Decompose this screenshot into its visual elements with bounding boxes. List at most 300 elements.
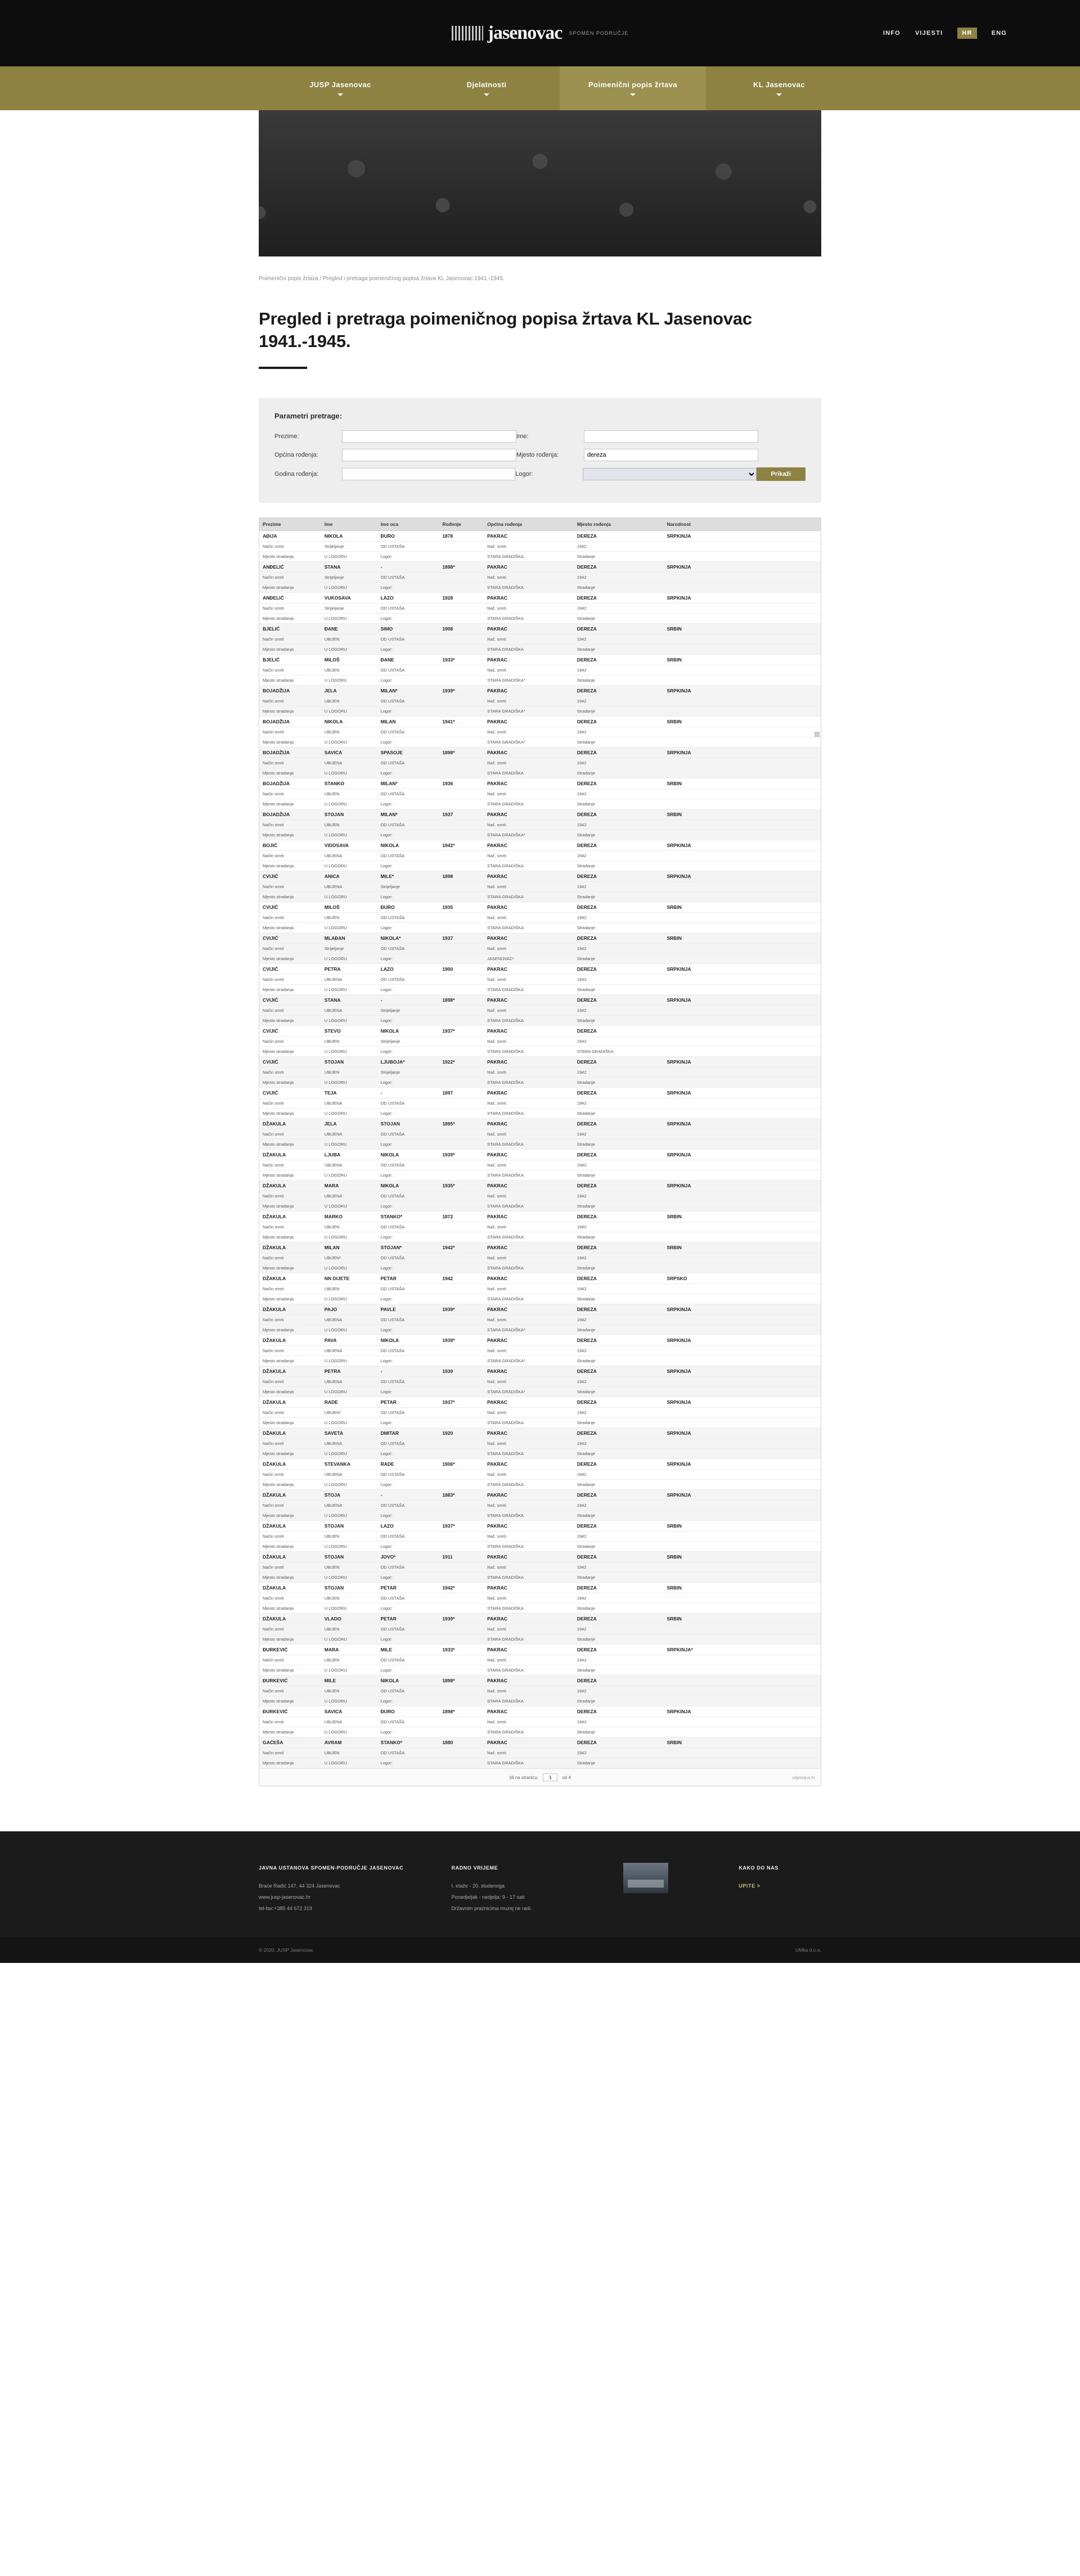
detail-cell: Logor: <box>377 1078 439 1088</box>
detail-cell: STARA GRADIŠKA* <box>484 706 574 717</box>
detail-cell <box>439 1253 484 1263</box>
cell-narodnost: SRBIN <box>664 717 742 727</box>
detail-cell: Stradanje <box>574 675 664 686</box>
detail-cell: Mjesto stradanja <box>259 892 321 902</box>
detail-cell: U LOGORU <box>321 1480 377 1490</box>
detail-cell <box>439 1006 484 1016</box>
table-row[interactable] <box>259 531 821 542</box>
nav-poimenicni-popis[interactable] <box>560 66 706 110</box>
table-credit: sdjeteljna.hr <box>792 1775 815 1780</box>
scrollbar-thumb[interactable] <box>814 732 820 737</box>
detail-cell <box>439 1449 484 1459</box>
detail-cell <box>439 604 484 614</box>
detail-cell <box>439 573 484 583</box>
detail-cell <box>664 1377 742 1387</box>
detail-cell <box>742 820 821 830</box>
detail-cell <box>664 1356 742 1366</box>
detail-cell: OD USTAŠA <box>377 1717 439 1727</box>
detail-cell: U LOGORU <box>321 1758 377 1768</box>
table-row-detail-nacin <box>259 1129 821 1140</box>
detail-cell: OD USTAŠA <box>377 1624 439 1634</box>
cell-rodenje: 1883* <box>439 1490 484 1501</box>
cell-rodenje: 1942* <box>439 840 484 851</box>
detail-cell <box>439 1480 484 1490</box>
detail-cell <box>664 1758 742 1768</box>
detail-cell: Mjesto stradanja <box>259 830 321 840</box>
detail-cell <box>742 1232 821 1242</box>
cell-opcina: PAKRAC <box>484 593 574 604</box>
detail-cell: OD USTAŠA <box>377 1284 439 1294</box>
detail-cell: Način smrti <box>259 1315 321 1325</box>
detail-cell: 1942 <box>574 1253 664 1263</box>
detail-cell: UBIJEN <box>321 1037 377 1047</box>
table-row-detail-mjesto <box>259 645 821 655</box>
detail-cell: Nač. smrti <box>484 758 574 768</box>
cell-mjesto: DEREZA <box>574 1397 664 1408</box>
detail-cell <box>742 1098 821 1109</box>
detail-cell <box>664 1387 742 1397</box>
table-row[interactable] <box>259 1428 821 1439</box>
table-row[interactable] <box>259 747 821 758</box>
cell-spacer <box>742 1304 821 1315</box>
detail-cell <box>742 1016 821 1026</box>
detail-cell: Strijeljanje <box>321 542 377 552</box>
cell-opcina: PAKRAC <box>484 809 574 820</box>
detail-cell: U LOGORU <box>321 645 377 655</box>
th-ime[interactable]: Ime <box>321 518 377 531</box>
page-number-input[interactable] <box>543 1773 557 1781</box>
cell-spacer <box>742 933 821 944</box>
cell-ime-oca: ĐURO <box>377 1706 439 1717</box>
detail-cell: Nač. smrti <box>484 1377 574 1387</box>
footer-website[interactable]: www.jusp-jasenovac.hr <box>259 1894 311 1901</box>
cell-spacer <box>742 531 821 542</box>
footer-contact-heading: JAVNA USTANOVA SPOMEN-PODRUČJE JASENOVAC <box>259 1865 404 1871</box>
cell-mjesto: DEREZA <box>574 1614 664 1624</box>
detail-cell: U LOGORU <box>321 892 377 902</box>
prikazi-button[interactable]: Prikaži <box>757 467 806 481</box>
detail-cell: U LOGORU <box>321 1047 377 1057</box>
ime-input[interactable] <box>584 430 758 443</box>
detail-cell: 1942 <box>574 1284 664 1294</box>
detail-cell: Strijeljanje <box>321 944 377 954</box>
detail-cell: Logor: <box>377 1016 439 1026</box>
detail-cell <box>439 665 484 675</box>
cell-rodenje: 1933* <box>439 1645 484 1655</box>
cell-narodnost: SRBIN <box>664 1521 742 1532</box>
table-row[interactable] <box>259 562 821 573</box>
main-navigation <box>0 66 1080 110</box>
cell-prezime: BOJADŽIJA <box>259 686 321 696</box>
detail-cell: 1942 <box>574 882 664 892</box>
detail-cell: Način smrti <box>259 1284 321 1294</box>
table-row[interactable] <box>259 1026 821 1037</box>
cell-ime-oca: SIMO <box>377 624 439 634</box>
detail-cell <box>742 1562 821 1573</box>
cell-opcina: PAKRAC <box>484 1706 574 1717</box>
detail-cell: 1942 <box>574 820 664 830</box>
cell-rodenje: 1933* <box>439 655 484 665</box>
cell-narodnost: SRPKINJA* <box>664 1645 742 1655</box>
cell-spacer <box>742 1459 821 1470</box>
detail-cell: 1942 <box>574 1346 664 1356</box>
detail-cell: 1942 <box>574 1160 664 1170</box>
detail-cell <box>664 1222 742 1232</box>
table-row-detail-mjesto <box>259 552 821 562</box>
detail-cell <box>439 820 484 830</box>
nav-info[interactable]: INFO <box>883 30 901 37</box>
table-row[interactable] <box>259 1706 821 1717</box>
detail-cell: UBIJEN <box>321 1748 377 1758</box>
table-row[interactable] <box>259 964 821 975</box>
table-row[interactable] <box>259 1552 821 1562</box>
footer-thumbnail-image <box>623 1863 668 1893</box>
table-row[interactable] <box>259 1181 821 1191</box>
detail-cell: Mjesto stradanja <box>259 1387 321 1397</box>
detail-cell <box>664 975 742 985</box>
th-mjesto-rodenja[interactable]: Mjesto rođenja <box>574 518 664 531</box>
cell-narodnost: SRPKINJA <box>664 1181 742 1191</box>
detail-cell: 1942 <box>574 727 664 737</box>
lang-hr[interactable]: HR <box>957 28 976 39</box>
table-row[interactable] <box>259 778 821 789</box>
detail-cell: Nač. smrti <box>484 913 574 923</box>
cell-rodenje: 1937* <box>439 1521 484 1532</box>
table-row[interactable] <box>259 840 821 851</box>
detail-cell <box>439 1655 484 1665</box>
cell-rodenje: 1872 <box>439 1212 484 1222</box>
cell-ime-oca: LAZO <box>377 964 439 975</box>
cell-ime-oca: MILE <box>377 1645 439 1655</box>
detail-cell <box>439 1696 484 1706</box>
upite-link[interactable]: UPITE > <box>739 1883 760 1889</box>
nav-kl-jasenovac[interactable] <box>706 66 852 110</box>
detail-cell <box>742 1604 821 1614</box>
detail-cell <box>664 1604 742 1614</box>
detail-cell <box>664 1562 742 1573</box>
detail-cell <box>664 1253 742 1263</box>
detail-cell: Logor: <box>377 1263 439 1273</box>
cell-prezime: CVIJIĆ <box>259 964 321 975</box>
detail-cell <box>742 1532 821 1542</box>
detail-cell: Mjesto stradanja <box>259 1511 321 1521</box>
cell-opcina: PAKRAC <box>484 1428 574 1439</box>
detail-cell: U LOGORU <box>321 1511 377 1521</box>
detail-cell <box>664 1294 742 1304</box>
detail-cell: UBIJEN <box>321 1284 377 1294</box>
detail-cell: Nač. smrti <box>484 1346 574 1356</box>
th-ime-oca[interactable]: Ime oca <box>377 518 439 531</box>
detail-cell <box>742 1593 821 1604</box>
detail-cell: Logor: <box>377 768 439 778</box>
th-rodenje[interactable]: Rođenje <box>439 518 484 531</box>
detail-cell <box>742 1748 821 1758</box>
detail-cell: Logor: <box>377 1542 439 1552</box>
cell-rodenje: 1939* <box>439 686 484 696</box>
detail-cell: OD USTAŠA <box>377 1315 439 1325</box>
detail-cell: OD USTAŠA <box>377 758 439 768</box>
detail-cell: Način smrti <box>259 573 321 583</box>
detail-cell <box>742 1418 821 1428</box>
cell-rodenje: 1895* <box>439 1119 484 1129</box>
table-row[interactable] <box>259 717 821 727</box>
cell-rodenje: 1906* <box>439 1459 484 1470</box>
cell-rodenje: 1920 <box>439 1428 484 1439</box>
nav-djelatnosti[interactable] <box>413 66 560 110</box>
prezime-input[interactable] <box>342 430 516 443</box>
cell-mjesto: DEREZA <box>574 871 664 882</box>
detail-cell <box>439 1160 484 1170</box>
cell-rodenje: 1922* <box>439 1057 484 1068</box>
table-row-detail-mjesto <box>259 1140 821 1150</box>
cell-rodenje: 1937* <box>439 1397 484 1408</box>
detail-cell: Način smrti <box>259 975 321 985</box>
field-opcina-rodenja <box>274 449 516 461</box>
footer-directions-heading: KAKO DO NAS <box>739 1865 778 1871</box>
table-row[interactable] <box>259 686 821 696</box>
detail-cell: STARA GRADIŠKA <box>484 1078 574 1088</box>
detail-cell <box>664 645 742 655</box>
detail-cell: UBIJEN <box>321 913 377 923</box>
cell-ime-oca: MILAN* <box>377 686 439 696</box>
detail-cell <box>742 1377 821 1387</box>
detail-cell: UBIJEN <box>321 696 377 706</box>
detail-cell <box>439 1408 484 1418</box>
copyright-text: © 2020. JUSP Jasenovac <box>259 1947 313 1953</box>
detail-cell: Nač. smrti <box>484 1098 574 1109</box>
detail-cell: U LOGORU <box>321 706 377 717</box>
cell-prezime: CVIJIĆ <box>259 1057 321 1068</box>
table-row[interactable] <box>259 1614 821 1624</box>
detail-cell: 1942 <box>574 1532 664 1542</box>
pagination-prefix: Idi na stranicu: <box>509 1775 539 1780</box>
detail-cell: 1942 <box>574 1068 664 1078</box>
table-row[interactable] <box>259 1242 821 1253</box>
detail-cell: U LOGORU <box>321 985 377 995</box>
mjesto-rodenja-input[interactable] <box>584 449 758 461</box>
cell-prezime: DŽAKULA <box>259 1335 321 1346</box>
table-row[interactable] <box>259 809 821 820</box>
detail-cell: Način smrti <box>259 1593 321 1604</box>
detail-cell: U LOGORU <box>321 552 377 562</box>
table-row[interactable] <box>259 1583 821 1593</box>
detail-cell: UBIJEN <box>321 1686 377 1696</box>
cell-ime-oca: RADE <box>377 1459 439 1470</box>
table-row-detail-mjesto <box>259 1696 821 1706</box>
detail-cell: U LOGORU <box>321 830 377 840</box>
detail-cell: Nač. smrti <box>484 1037 574 1047</box>
table-row-detail-mjesto <box>259 1480 821 1490</box>
detail-cell: STARA GRADIŠKA <box>484 799 574 809</box>
detail-cell <box>664 1470 742 1480</box>
detail-cell: OD USTAŠA <box>377 1253 439 1263</box>
detail-cell: Način smrti <box>259 758 321 768</box>
detail-cell: STARA GRADIŠKA <box>484 552 574 562</box>
detail-cell <box>439 851 484 861</box>
table-row[interactable] <box>259 1304 821 1315</box>
lang-eng[interactable]: ENG <box>991 30 1007 37</box>
cell-ime-oca: - <box>377 562 439 573</box>
table-row-detail-nacin <box>259 1315 821 1325</box>
nav-jusp-jasenovac[interactable] <box>267 66 413 110</box>
detail-cell: Stradanje <box>574 1634 664 1645</box>
detail-cell <box>742 1037 821 1047</box>
detail-cell: Način smrti <box>259 1717 321 1727</box>
detail-cell <box>664 944 742 954</box>
table-row[interactable] <box>259 1088 821 1098</box>
cell-spacer <box>742 995 821 1006</box>
cell-mjesto: DEREZA <box>574 1459 664 1470</box>
detail-cell <box>742 1201 821 1212</box>
detail-cell: OD USTAŠA <box>377 1501 439 1511</box>
cell-prezime: DŽAKULA <box>259 1212 321 1222</box>
site-logo[interactable] <box>452 22 629 44</box>
th-narodnost[interactable]: Narodnost <box>664 518 742 531</box>
detail-cell: OD USTAŠA <box>377 542 439 552</box>
table-row[interactable] <box>259 1737 821 1748</box>
cell-spacer <box>742 964 821 975</box>
table-row-detail-nacin <box>259 758 821 768</box>
table-row[interactable] <box>259 624 821 634</box>
detail-cell <box>664 1686 742 1696</box>
cell-narodnost: SRPKINJA <box>664 1119 742 1129</box>
detail-cell <box>742 727 821 737</box>
table-row[interactable] <box>259 1119 821 1129</box>
table-row-detail-nacin <box>259 820 821 830</box>
table-row[interactable] <box>259 1335 821 1346</box>
detail-cell <box>664 1532 742 1542</box>
th-opcina-rodenja[interactable]: Općina rođenja <box>484 518 574 531</box>
table-row-detail-nacin <box>259 944 821 954</box>
cell-opcina: PAKRAC <box>484 1242 574 1253</box>
detail-cell: UBIJEN <box>321 789 377 799</box>
table-row[interactable] <box>259 1645 821 1655</box>
table-row[interactable] <box>259 1521 821 1532</box>
detail-cell: OD USTAŠA <box>377 975 439 985</box>
table-row[interactable] <box>259 1459 821 1470</box>
detail-cell: STARA GRADIŠKA <box>484 892 574 902</box>
detail-cell: Stradanje <box>574 892 664 902</box>
detail-cell: Strijeljanje <box>321 573 377 583</box>
developer-credit[interactable]: UMka d.o.o. <box>795 1947 821 1953</box>
table-row-detail-nacin <box>259 882 821 892</box>
detail-cell <box>439 706 484 717</box>
cell-rodenje: 1908 <box>439 624 484 634</box>
detail-cell: Nač. smrti <box>484 1222 574 1232</box>
detail-cell: UBIJEN <box>321 1562 377 1573</box>
footer-col-contact <box>259 1863 429 1915</box>
table-row-detail-mjesto <box>259 1387 821 1397</box>
nav-vijesti[interactable]: VIJESTI <box>915 30 943 37</box>
detail-cell: Način smrti <box>259 604 321 614</box>
detail-cell: Nač. smrti <box>484 1408 574 1418</box>
opcina-rodenja-input[interactable] <box>342 449 516 461</box>
detail-cell: 1942 <box>574 789 664 799</box>
cell-ime-oca: - <box>377 1088 439 1098</box>
cell-opcina: PAKRAC <box>484 1026 574 1037</box>
detail-cell: OD USTAŠA <box>377 1346 439 1356</box>
detail-cell: Nač. smrti <box>484 696 574 706</box>
cell-mjesto: DEREZA <box>574 655 664 665</box>
cell-rodenje: 1897 <box>439 1088 484 1098</box>
table-row[interactable] <box>259 593 821 604</box>
table-row[interactable] <box>259 933 821 944</box>
table-row[interactable] <box>259 1397 821 1408</box>
table-row[interactable] <box>259 1273 821 1284</box>
detail-cell <box>439 913 484 923</box>
table-row-detail-nacin <box>259 665 821 675</box>
cell-narodnost: SRBIN <box>664 809 742 820</box>
cell-mjesto: DEREZA <box>574 747 664 758</box>
detail-cell: Stradanje <box>574 552 664 562</box>
cell-ime-oca: PETAR <box>377 1583 439 1593</box>
detail-cell: Način smrti <box>259 820 321 830</box>
cell-spacer <box>742 1521 821 1532</box>
table-row[interactable] <box>259 1366 821 1377</box>
detail-cell: 1942 <box>574 1748 664 1758</box>
cell-mjesto: DEREZA <box>574 1428 664 1439</box>
detail-cell: Stradanje <box>574 1665 664 1676</box>
cell-prezime: DŽAKULA <box>259 1304 321 1315</box>
cell-prezime: DŽAKULA <box>259 1397 321 1408</box>
detail-cell <box>439 696 484 706</box>
table-row[interactable] <box>259 1057 821 1068</box>
logor-select[interactable] <box>583 468 756 480</box>
cell-mjesto: DEREZA <box>574 1181 664 1191</box>
table-row[interactable] <box>259 1490 821 1501</box>
th-prezime[interactable]: Prezime <box>259 518 321 531</box>
table-row[interactable] <box>259 1150 821 1160</box>
detail-cell: Stradanje <box>574 1480 664 1490</box>
cell-prezime: CVIJIĆ <box>259 1026 321 1037</box>
detail-cell <box>742 1160 821 1170</box>
detail-cell: STARA GRADIŠKA <box>484 1294 574 1304</box>
detail-cell: Stradanje <box>574 1201 664 1212</box>
detail-cell: Nač. smrti <box>484 820 574 830</box>
detail-cell: Nač. smrti <box>484 727 574 737</box>
table-row[interactable] <box>259 902 821 913</box>
detail-cell: Nač. smrti <box>484 1470 574 1480</box>
cell-opcina: PAKRAC <box>484 1335 574 1346</box>
cell-opcina: PAKRAC <box>484 655 574 665</box>
detail-cell: Nač. smrti <box>484 1532 574 1542</box>
detail-cell: Mjesto stradanja <box>259 1634 321 1645</box>
table-row[interactable] <box>259 1676 821 1686</box>
detail-cell <box>742 954 821 964</box>
detail-cell <box>742 1665 821 1676</box>
table-row[interactable] <box>259 995 821 1006</box>
table-row-detail-mjesto <box>259 923 821 933</box>
detail-cell <box>664 634 742 645</box>
table-row[interactable] <box>259 655 821 665</box>
table-row-detail-mjesto <box>259 799 821 809</box>
table-row[interactable] <box>259 871 821 882</box>
godina-rodenja-input[interactable] <box>342 468 515 480</box>
detail-cell: STARA GRADIŠKA <box>484 1109 574 1119</box>
cell-ime: JELA <box>321 686 377 696</box>
detail-cell: UBIJEN <box>321 1655 377 1665</box>
detail-cell: Mjesto stradanja <box>259 1325 321 1335</box>
table-row[interactable] <box>259 1212 821 1222</box>
cell-rodenje: 1898* <box>439 747 484 758</box>
detail-cell: STARA GRADIŠKA* <box>484 830 574 840</box>
cell-mjesto: DEREZA <box>574 840 664 851</box>
utility-nav <box>883 28 1007 39</box>
site-footer <box>0 1831 1080 1937</box>
detail-cell <box>439 1593 484 1604</box>
detail-cell <box>439 1511 484 1521</box>
detail-cell <box>439 1315 484 1325</box>
